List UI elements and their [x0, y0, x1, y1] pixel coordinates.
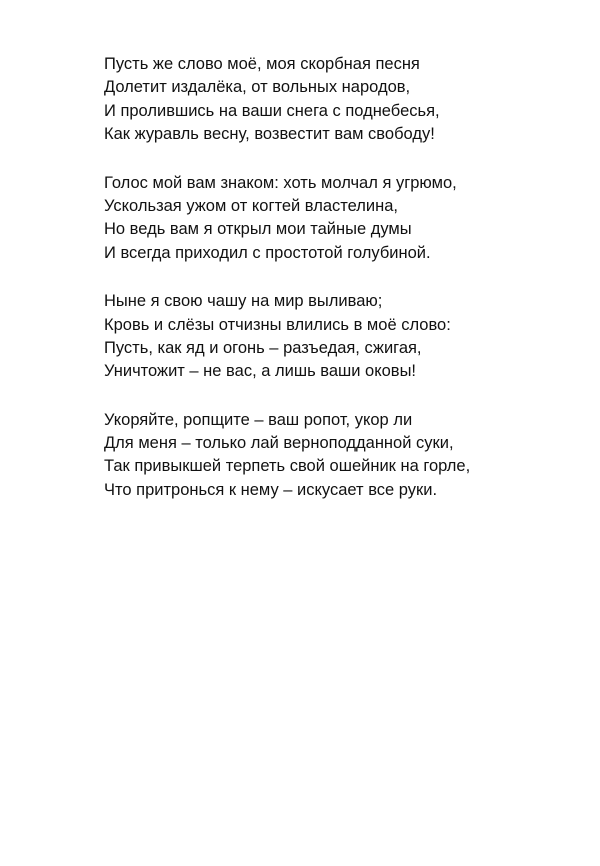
stanza-3: [104, 290, 574, 384]
poem-line: И пролившись на ваши снега с поднебесья,: [104, 101, 440, 120]
poem-text: [104, 53, 574, 527]
poem-line: Что притронься к нему – искусает все руки.: [104, 480, 438, 499]
poem-line: Как журавль весну, возвестит вам свободу!: [104, 125, 435, 144]
poem-line: Укоряйте, ропщите – ваш ропот, укор ли: [104, 410, 413, 429]
poem-line: Ныне я свою чашу на мир выливаю;: [104, 292, 383, 311]
poem-line: Для меня – только лай верноподданной суки,: [104, 434, 454, 453]
poem-line: Пусть же слово моё, моя скорбная песня: [104, 55, 420, 73]
poem-line: Кровь и слёзы отчизны влились в моё слово:: [104, 315, 451, 334]
poem-line: Но ведь вам я открыл мои тайные думы: [104, 220, 412, 239]
poem-line: Пусть, как яд и огонь – разъедая, сжигая,: [104, 338, 422, 357]
stanza-1: [104, 53, 574, 147]
poem-line: Уничтожит – не вас, а лишь ваши оковы!: [104, 362, 417, 381]
poem-line: И всегда приходил с простотой голубиной.: [104, 243, 431, 262]
stanza-2: [104, 172, 574, 266]
poem-line: Ускользая ужом от когтей властелина,: [104, 196, 398, 215]
poem-line: Долетит издалёка, от вольных народов,: [104, 78, 411, 97]
poem-line: Голос мой вам знаком: хоть молчал я угрюмо,: [104, 173, 457, 192]
stanza-4: [104, 409, 574, 503]
poem-line: Так привыкшей терпеть свой ошейник на горле,: [104, 457, 471, 476]
